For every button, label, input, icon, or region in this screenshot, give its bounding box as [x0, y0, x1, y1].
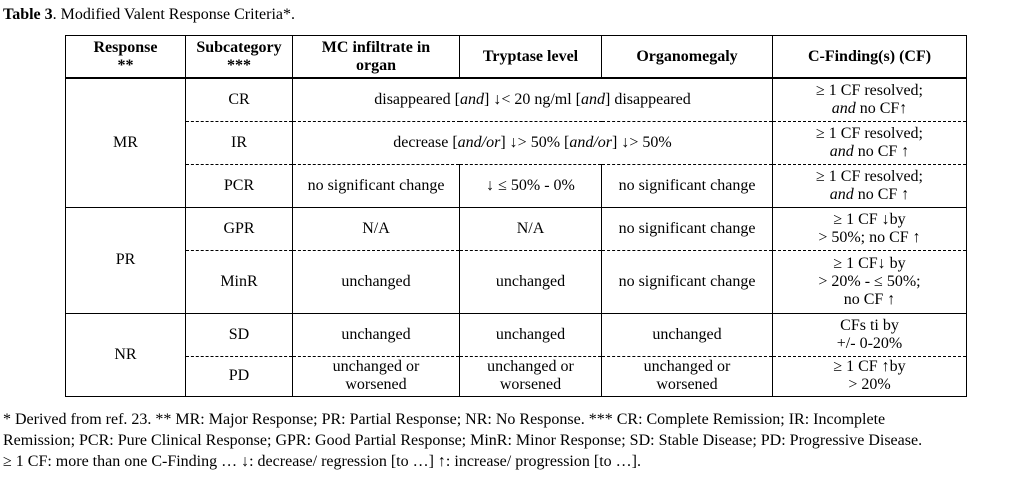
subcategory-cell: GPR [186, 207, 293, 250]
tryptase-cell: ↓ ≤ 50% - 0% [460, 164, 602, 207]
mc-infiltrate-cell: unchanged [293, 313, 460, 356]
tryptase-cell: unchanged [460, 250, 602, 313]
table-row [66, 78, 967, 121]
table-row [66, 207, 967, 250]
mc-infiltrate-cell: no significant change [293, 164, 460, 207]
table-row [66, 250, 967, 313]
merged-criteria-cell: disappeared [and] ↓< 20 ng/ml [and] disappeared [293, 78, 773, 121]
table-row [66, 121, 967, 164]
organomegaly-cell: no significant change [602, 250, 773, 313]
footnote-line: ≥ 1 CF: more than one C-Finding … ↓: decrease/ regression [to …] ↑: increase/ progression [to …]. [3, 453, 641, 470]
header-subcategory: Subcategory *** [186, 36, 293, 79]
footnote-line: * Derived from ref. 23. ** MR: Major Response; PR: Partial Response; NR: No Response. *** CR: Complete Remission; IR: Incomplete [3, 411, 886, 428]
organomegaly-cell: no significant change [602, 207, 773, 250]
table-row [66, 313, 967, 356]
table-footnote [3, 409, 1025, 472]
c-finding-cell: ≥ 1 CF resolved; and no CF↑ [773, 78, 967, 121]
c-finding-cell: ≥ 1 CF ↑by > 20% [773, 356, 967, 396]
subcategory-cell: PD [186, 356, 293, 396]
footnote-line: Remission; PCR: Pure Clinical Response; GPR: Good Partial Response; MinR: Minor Response; SD: Stable Disease; PD: Progressive Disease. [3, 432, 923, 449]
tryptase-cell: unchanged or worsened [460, 356, 602, 396]
table-row [66, 164, 967, 207]
c-finding-cell: ≥ 1 CF resolved; and no CF ↑ [773, 121, 967, 164]
subcategory-cell: MinR [186, 250, 293, 313]
group-mr: MR [66, 78, 186, 207]
tryptase-cell: unchanged [460, 313, 602, 356]
response-criteria-table [65, 35, 967, 397]
header-tryptase: Tryptase level [460, 36, 602, 79]
c-finding-cell: ≥ 1 CF resolved; and no CF ↑ [773, 164, 967, 207]
header-row [66, 36, 967, 79]
header-organomegaly: Organomegaly [602, 36, 773, 79]
tryptase-cell: N/A [460, 207, 602, 250]
subcategory-cell: CR [186, 78, 293, 121]
mc-infiltrate-cell: unchanged [293, 250, 460, 313]
header-c-finding: C-Finding(s) (CF) [773, 36, 967, 79]
organomegaly-cell: unchanged or worsened [602, 356, 773, 396]
group-pr: PR [66, 207, 186, 313]
mc-infiltrate-cell: unchanged or worsened [293, 356, 460, 396]
subcategory-cell: PCR [186, 164, 293, 207]
c-finding-cell: ≥ 1 CF↓ by > 20% - ≤ 50%; no CF ↑ [773, 250, 967, 313]
table-row [66, 356, 967, 396]
table-caption-text: . Modified Valent Response Criteria*. [52, 6, 295, 23]
group-nr: NR [66, 313, 186, 396]
merged-criteria-cell: decrease [and/or] ↓> 50% [and/or] ↓> 50% [293, 121, 773, 164]
header-response: Response ** [66, 36, 186, 79]
c-finding-cell: ≥ 1 CF ↓by > 50%; no CF ↑ [773, 207, 967, 250]
c-finding-cell: CFs ti by +/- 0-20% [773, 313, 967, 356]
organomegaly-cell: unchanged [602, 313, 773, 356]
header-mc-infiltrate: MC infiltrate in organ [293, 36, 460, 79]
organomegaly-cell: no significant change [602, 164, 773, 207]
table-caption [3, 5, 295, 25]
mc-infiltrate-cell: N/A [293, 207, 460, 250]
table-caption-label: Table 3 [3, 6, 53, 23]
subcategory-cell: IR [186, 121, 293, 164]
subcategory-cell: SD [186, 313, 293, 356]
